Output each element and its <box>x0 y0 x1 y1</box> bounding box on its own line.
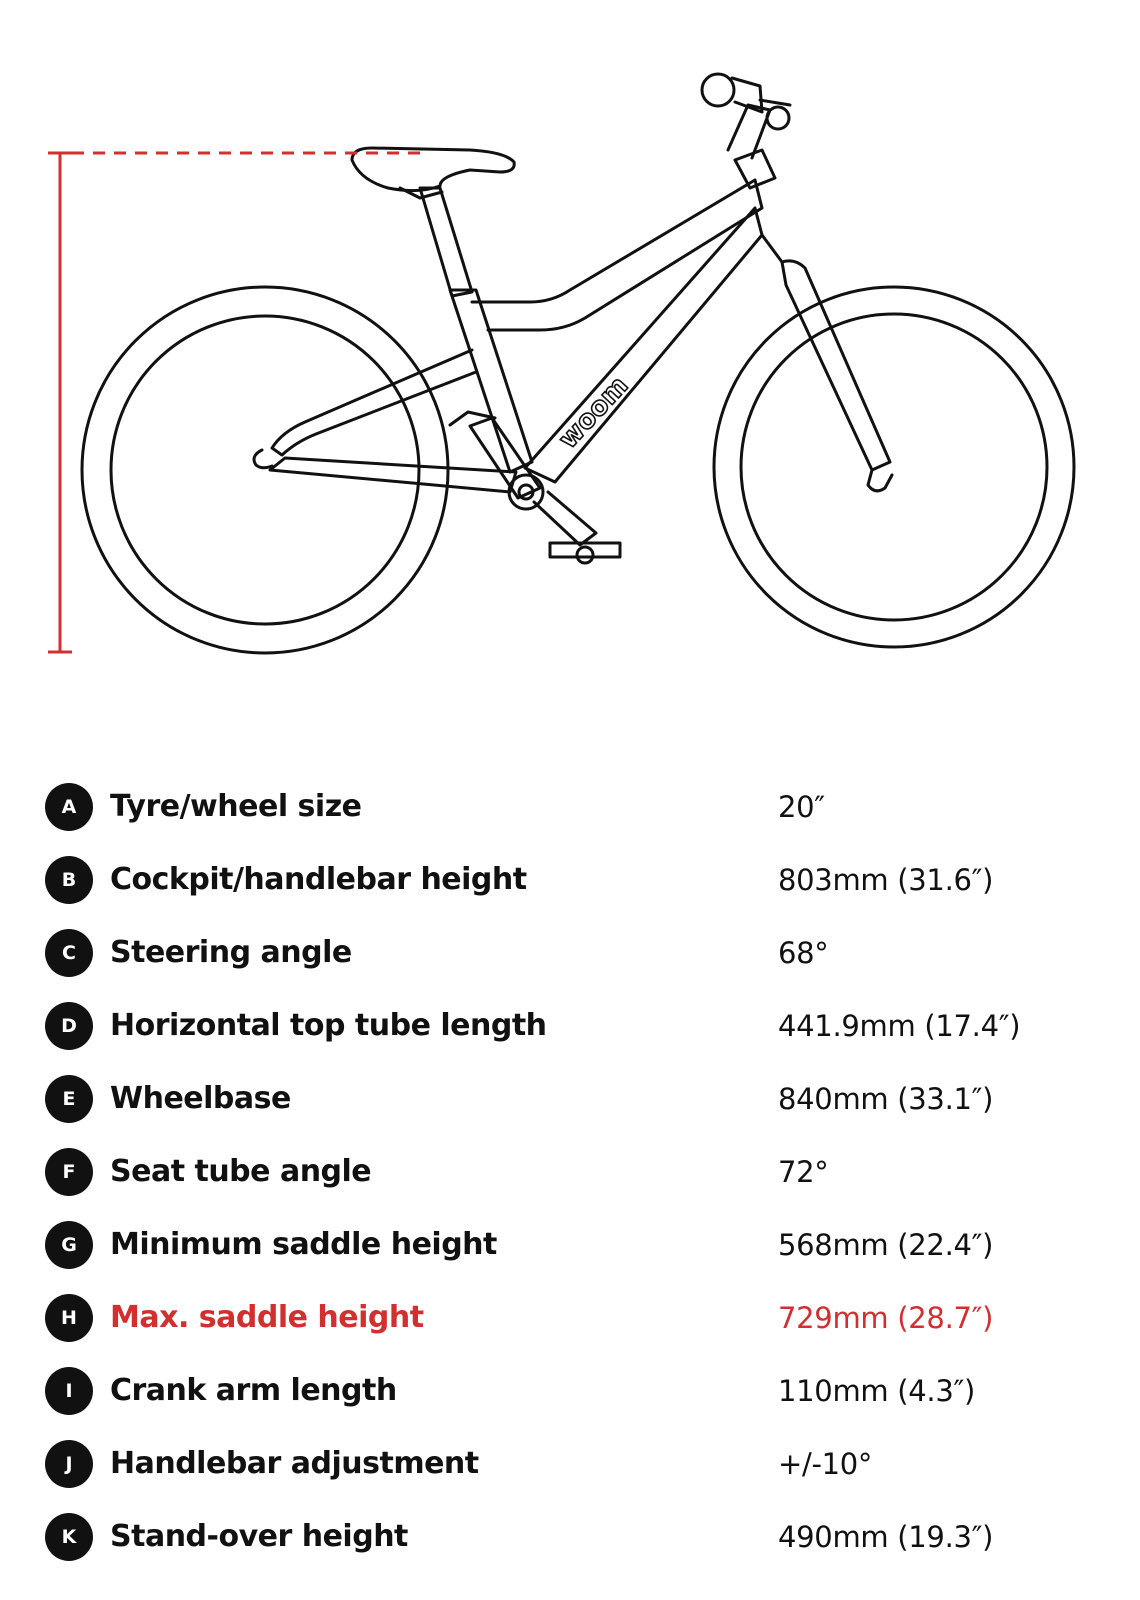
spec-value: 490mm (19.3″) <box>778 1519 994 1554</box>
spec-label: Crank arm length <box>110 1373 397 1408</box>
spec-row-g <box>0 1208 1140 1281</box>
rear-wheel <box>82 287 448 653</box>
spec-value: 20″ <box>778 789 825 824</box>
geometry-table <box>0 770 1140 1573</box>
spec-row-c <box>0 916 1140 989</box>
spec-row-i <box>0 1354 1140 1427</box>
spec-value: 110mm (4.3″) <box>778 1373 976 1408</box>
spec-value: 729mm (28.7″) <box>778 1300 994 1335</box>
spec-value: 840mm (33.1″) <box>778 1081 994 1116</box>
dimension-letter-badge: E <box>45 1075 93 1123</box>
spec-row-k <box>0 1500 1140 1573</box>
saddle <box>352 148 514 198</box>
spec-value: 803mm (31.6″) <box>778 862 994 897</box>
spec-row-f <box>0 1135 1140 1208</box>
spec-label: Horizontal top tube length <box>110 1008 547 1043</box>
spec-label: Steering angle <box>110 935 352 970</box>
spec-value: +/-10° <box>778 1446 873 1481</box>
spec-row-b <box>0 843 1140 916</box>
dimension-letter-badge: H <box>45 1294 93 1342</box>
spec-label: Seat tube angle <box>110 1154 372 1189</box>
spec-row-a <box>0 770 1140 843</box>
dimension-letter-badge: B <box>45 856 93 904</box>
dimension-letter-badge: C <box>45 929 93 977</box>
front-wheel <box>714 287 1074 647</box>
bike-diagram <box>0 0 1140 700</box>
spec-label: Minimum saddle height <box>110 1227 497 1262</box>
spec-value: 568mm (22.4″) <box>778 1227 994 1262</box>
dimension-letter-badge: I <box>45 1367 93 1415</box>
spec-row-h <box>0 1281 1140 1354</box>
spec-row-d <box>0 989 1140 1062</box>
max-saddle-height-indicator <box>48 153 420 652</box>
woom-logo: woom <box>553 370 635 455</box>
dimension-letter-badge: A <box>45 783 93 831</box>
dimension-letter-badge: F <box>45 1148 93 1196</box>
dimension-letter-badge: G <box>45 1221 93 1269</box>
spec-value: 441.9mm (17.4″) <box>778 1008 1021 1043</box>
spec-label: Handlebar adjustment <box>110 1446 479 1481</box>
spec-label: Cockpit/handlebar height <box>110 862 527 897</box>
dimension-letter-badge: D <box>45 1002 93 1050</box>
dimension-letter-badge: K <box>45 1513 93 1561</box>
spec-row-e <box>0 1062 1140 1135</box>
spec-label: Stand-over height <box>110 1519 408 1554</box>
spec-label: Tyre/wheel size <box>110 789 362 824</box>
spec-label: Wheelbase <box>110 1081 291 1116</box>
spec-value: 68° <box>778 935 829 970</box>
dimension-letter-badge: J <box>45 1440 93 1488</box>
spec-label: Max. saddle height <box>110 1300 424 1335</box>
spec-value: 72° <box>778 1154 829 1189</box>
spec-row-j <box>0 1427 1140 1500</box>
